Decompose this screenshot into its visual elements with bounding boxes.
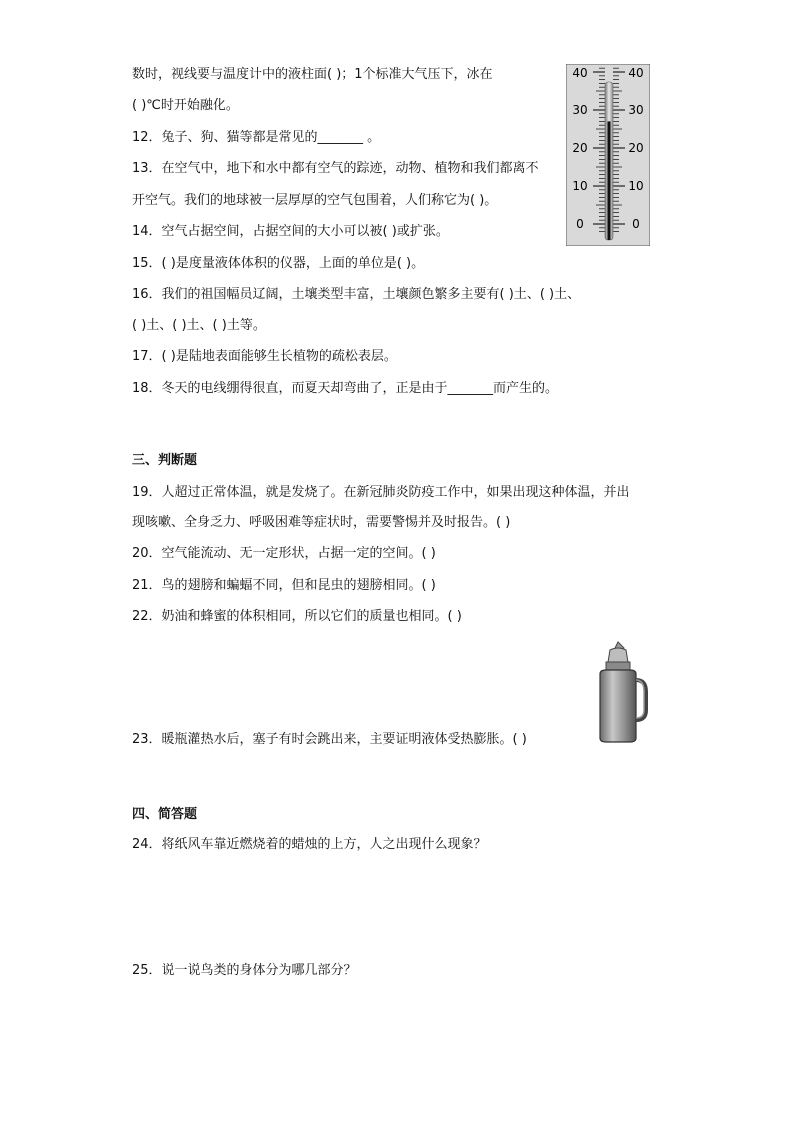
left-scale-0: 0 [576, 217, 584, 231]
question-13-line-1: 13．在空气中，地下和水中都有空气的踪迹，动物、植物和我们都离不 [132, 161, 539, 176]
question-20: 20．空气能流动、无一定形状，占据一定的空间。( ) [132, 546, 436, 561]
question-16-line-1: 16．我们的祖国幅员辽阔，土壤类型丰富，土壤颜色繁多主要有( )土、( )土、 [132, 287, 581, 302]
left-scale-40: 40 [572, 66, 588, 80]
section-4-heading: 四、简答题 [132, 807, 198, 822]
question-11-line-1: 数时，视线要与温度计中的液柱面( )；1个标准大气压下，冰在 [132, 67, 493, 82]
thermometer-liquid [608, 121, 611, 240]
question-15: 15．( )是度量液体体积的仪器，上面的单位是( )。 [132, 256, 425, 271]
question-23: 23．暖瓶灌热水后，塞子有时会跳出来，主要证明液体受热膨胀。( ) [132, 732, 527, 747]
question-14: 14．空气占据空间，占据空间的大小可以被( )或扩张。 [132, 224, 449, 239]
question-19-line-1: 19．人超过正常体温，就是发烧了。在新冠肺炎防疫工作中，如果出现这种体温，并出 [132, 485, 630, 500]
left-scale-20: 20 [572, 141, 588, 155]
question-25: 25．说一说鸟类的身体分为哪几部分？ [132, 963, 357, 978]
question-16-line-2: ( )土、( )土、( )土等。 [132, 318, 266, 333]
question-24: 24．将纸风车靠近燃烧着的蜡烛的上方，人之出现什么现象？ [132, 837, 487, 852]
left-scale-10: 10 [572, 179, 588, 193]
right-scale-40: 40 [628, 66, 644, 80]
question-12: 12．兔子、狗、猫等都是常见的_______ 。 [132, 130, 381, 145]
right-scale-20: 20 [628, 141, 644, 155]
right-scale-0: 0 [632, 217, 640, 231]
right-scale-30: 30 [628, 103, 644, 117]
question-18: 18．冬天的电线绷得很直，而夏天却弯曲了，正是由于_______而产生的。 [132, 381, 559, 396]
thermos-bottle-icon [588, 640, 648, 744]
left-scale-30: 30 [572, 103, 588, 117]
question-22: 22．奶油和蜂蜜的体积相同，所以它们的质量也相同。( ) [132, 609, 462, 624]
question-11-line-2: ( )℃时开始融化。 [132, 98, 239, 113]
section-3-heading: 三、判断题 [132, 453, 198, 468]
question-21: 21．鸟的翅膀和蝙蝠不同，但和昆虫的翅膀相同。( ) [132, 578, 436, 593]
question-19-line-2: 现咳嗽、全身乏力、呼吸困难等症状时，需要警惕并及时报告。( ) [132, 515, 511, 530]
right-scale-10: 10 [628, 179, 644, 193]
question-17: 17．( )是陆地表面能够生长植物的疏松表层。 [132, 349, 397, 364]
question-13-line-2: 开空气。我们的地球被一层厚厚的空气包围着，人们称它为( )。 [132, 193, 498, 208]
thermometer-icon [566, 64, 650, 246]
